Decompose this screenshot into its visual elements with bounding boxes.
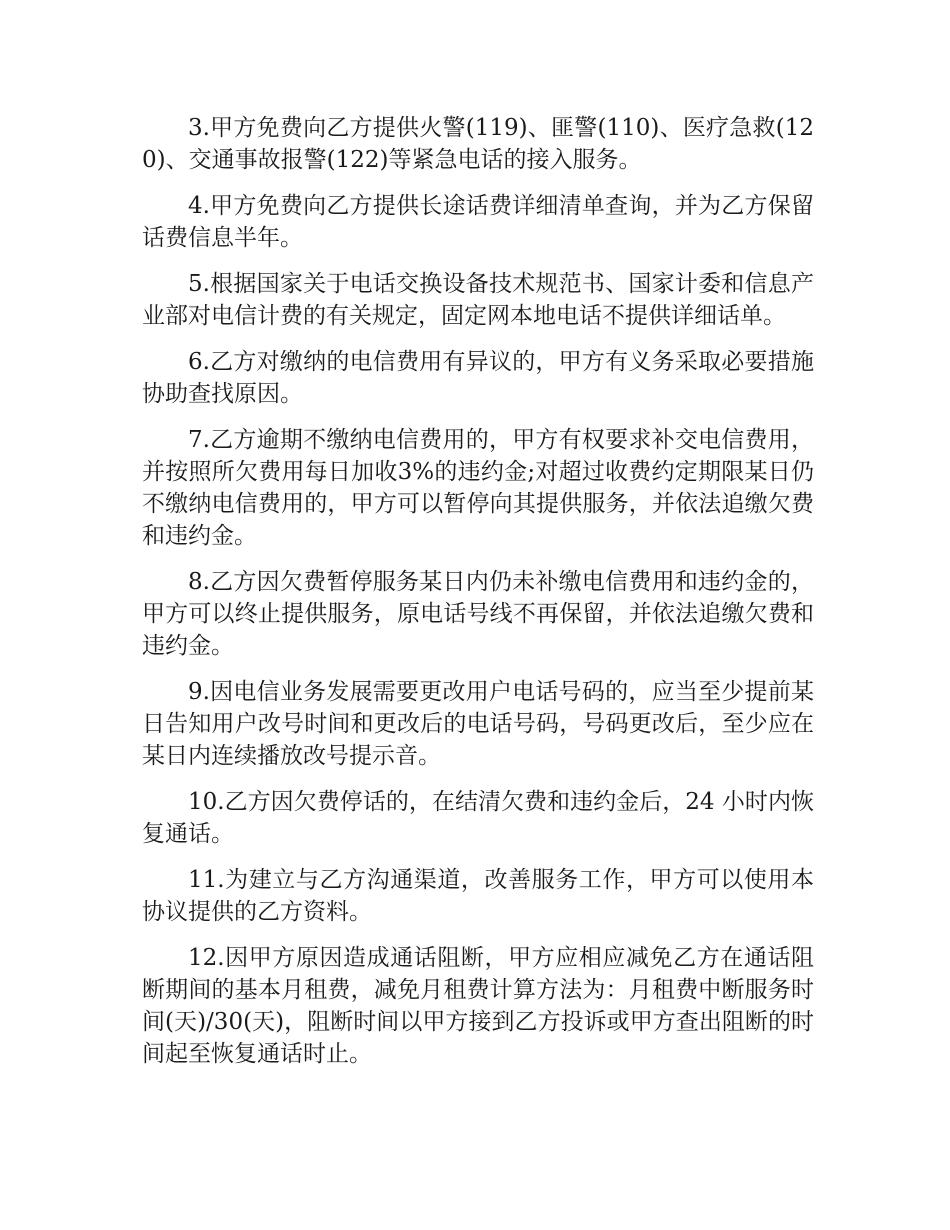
clause-9: 9.因电信业务发展需要更改用户电话号码的，应当至少提前某日告知用户改号时间和更改后的电话号码，号码更改后，至少应在某日内连续播放改号提示音。 — [142, 679, 814, 769]
clause-10: 10.乙方因欠费停话的，在结清欠费和违约金后，24 小时内恢复通话。 — [142, 789, 814, 847]
clause-5: 5.根据国家关于电话交换设备技术规范书、国家计委和信息产业部对电信计费的有关规定，固定网本地电话不提供详细话单。 — [142, 271, 814, 329]
clause-4: 4.甲方免费向乙方提供长途话费详细清单查询，并为乙方保留话费信息半年。 — [142, 193, 814, 251]
clause-6: 6.乙方对缴纳的电信费用有异议的，甲方有义务采取必要措施协助查找原因。 — [142, 349, 814, 407]
clause-12: 12.因甲方原因造成通话阻断，甲方应相应减免乙方在通话阻断期间的基本月租费，减免月租费计算方法为：月租费中断服务时间(天)/30(天)，阻断时间以甲方接到乙方投诉或甲方查出阻断的时间起至恢复通话时止。 — [142, 945, 814, 1067]
clause-11: 11.为建立与乙方沟通渠道，改善服务工作，甲方可以使用本协议提供的乙方资料。 — [142, 867, 814, 925]
document-page — [142, 112, 814, 1084]
clause-7: 7.乙方逾期不缴纳电信费用的，甲方有权要求补交电信费用，并按照所欠费用每日加收3%的违约金;对超过收费约定期限某日仍不缴纳电信费用的，甲方可以暂停向其提供服务，并依法追缴欠费和违约金。 — [142, 427, 814, 549]
clause-3: 3.甲方免费向乙方提供火警(119)、匪警(110)、医疗急救(120)、交通事故报警(122)等紧急电话的接入服务。 — [142, 115, 814, 173]
clause-8: 8.乙方因欠费暂停服务某日内仍未补缴电信费用和违约金的，甲方可以终止提供服务，原电话号线不再保留，并依法追缴欠费和违约金。 — [142, 569, 814, 659]
